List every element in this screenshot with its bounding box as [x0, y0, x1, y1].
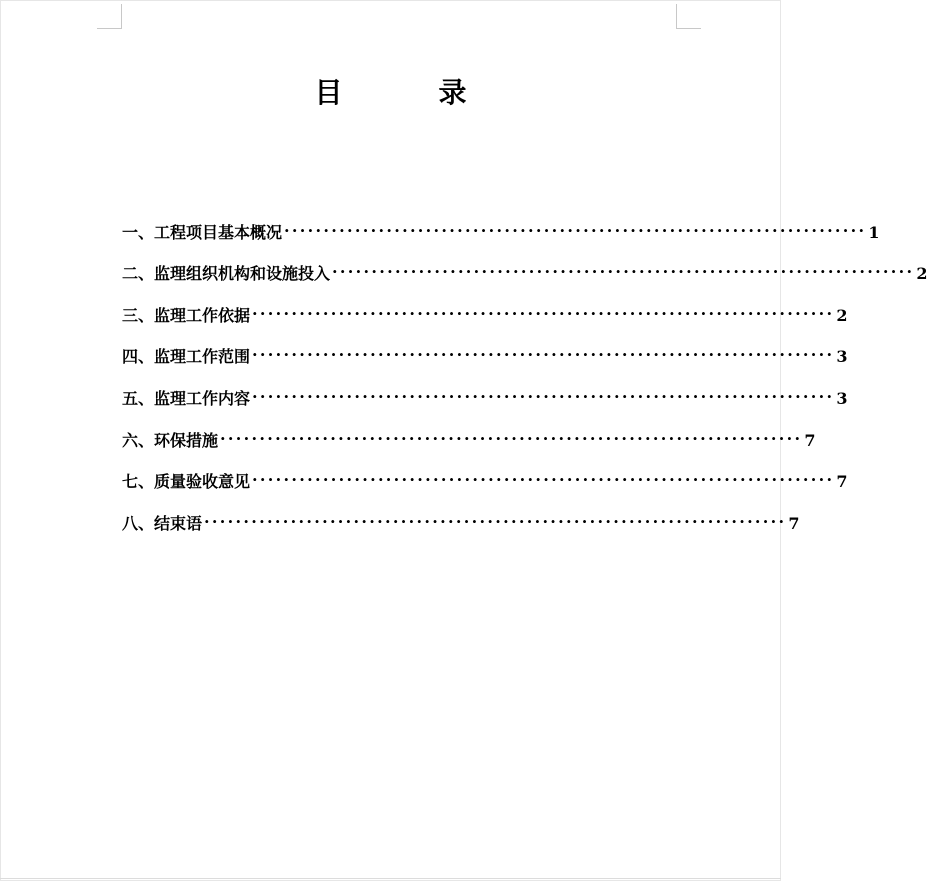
toc-dot-leader: .......................................................................... — [284, 216, 867, 236]
toc-page-number: 3 — [836, 347, 848, 367]
toc-entry-label: 六、环保措施 — [122, 430, 219, 450]
toc-entry[interactable] — [122, 245, 928, 287]
toc-page-number: 3 — [836, 388, 848, 408]
toc-dot-leader: .......................................................................... — [252, 341, 835, 361]
toc-page-number: 2 — [916, 264, 928, 284]
toc-dot-leader: .......................................................................... — [252, 299, 835, 319]
toc-page-number: 7 — [836, 472, 848, 492]
toc-entry[interactable] — [122, 453, 848, 495]
toc-entry[interactable] — [122, 494, 800, 536]
toc-entry-label: 二、监理组织机构和设施投入 — [122, 264, 331, 284]
top-left-margin-marker — [97, 4, 122, 29]
toc-dot-leader: .......................................................................... — [252, 466, 835, 486]
toc-entry-label: 三、监理工作依据 — [122, 305, 251, 325]
toc-entry-label: 四、监理工作范围 — [122, 347, 251, 367]
page-bottom-edge — [0, 878, 781, 879]
toc-entry-label: 一、工程项目基本概况 — [122, 222, 283, 242]
toc-entry-label: 八、结束语 — [122, 513, 203, 533]
toc-entry[interactable] — [122, 411, 816, 453]
toc-title: 目 录 — [314, 76, 469, 109]
toc-entry[interactable] — [122, 369, 848, 411]
toc-entry-label: 五、监理工作内容 — [122, 388, 251, 408]
toc-dot-leader: .......................................................................... — [220, 424, 803, 444]
toc-dot-leader: .......................................................................... — [332, 258, 915, 278]
toc-dot-leader: .......................................................................... — [252, 382, 835, 402]
toc-page-number: 7 — [788, 513, 800, 533]
toc-page-number: 7 — [804, 430, 816, 450]
toc-entry[interactable] — [122, 328, 848, 370]
toc-dot-leader: .......................................................................... — [204, 507, 787, 527]
toc-entry[interactable] — [122, 286, 848, 328]
toc-page-number: 2 — [836, 305, 848, 325]
toc-page-number: 1 — [868, 222, 880, 242]
toc-entry[interactable] — [122, 203, 880, 245]
table-of-contents — [122, 203, 928, 536]
toc-entry-label: 七、质量验收意见 — [122, 472, 251, 492]
top-right-margin-marker — [676, 4, 701, 29]
